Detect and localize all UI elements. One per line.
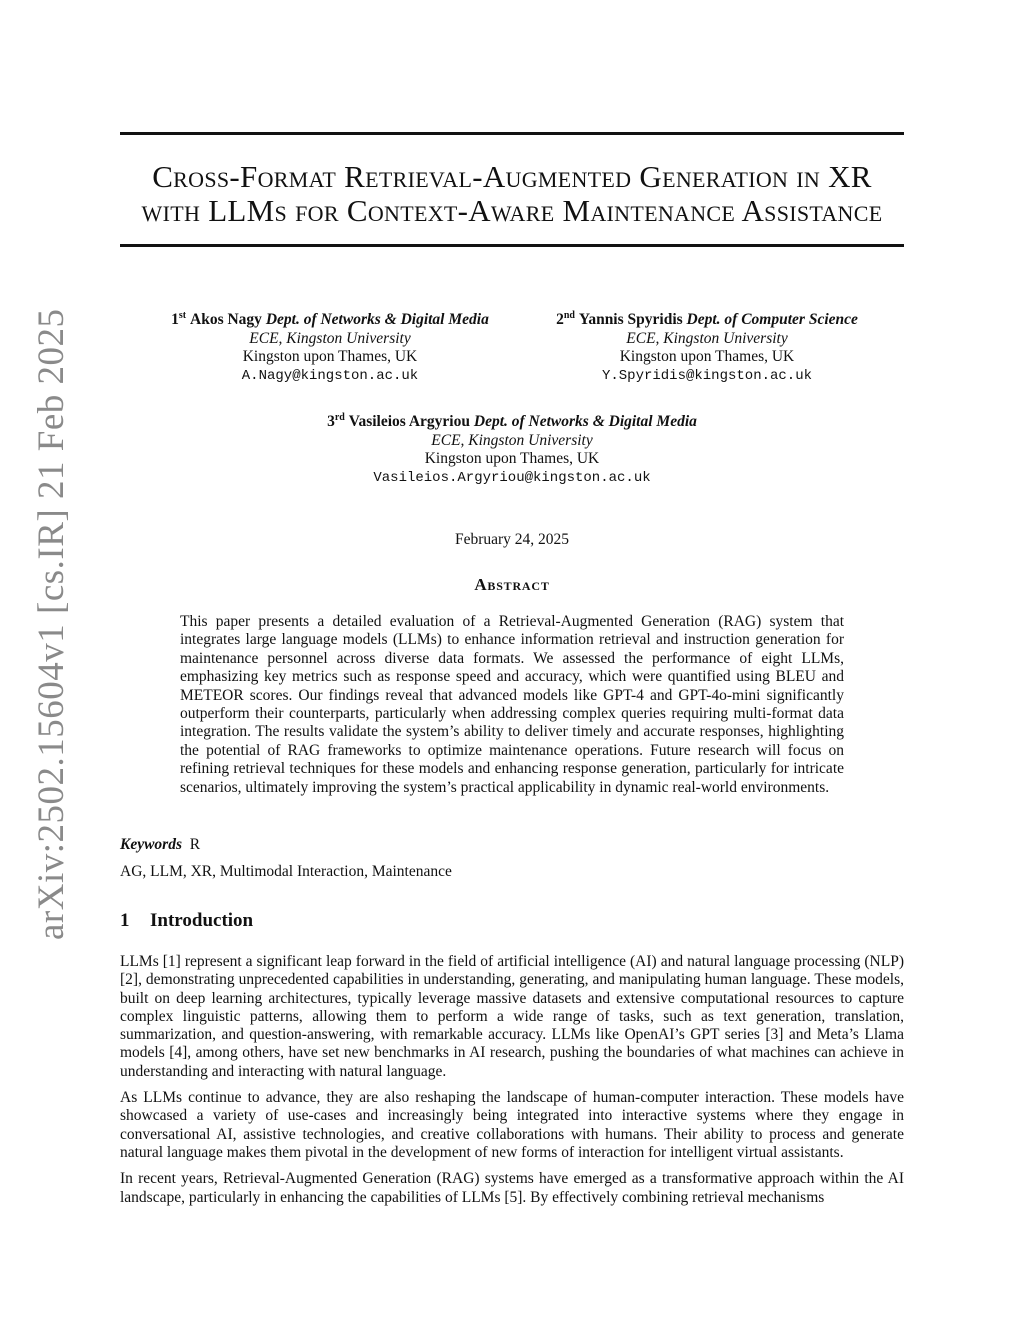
author-1-email[interactable]: A.Nagy@kingston.ac.uk bbox=[241, 367, 419, 384]
author-3-block bbox=[300, 409, 724, 487]
author-2-affiliation: ECE, Kingston University bbox=[626, 329, 788, 347]
arxiv-identifier-stamp: arXiv:2502.15604v1 [cs.IR] 21 Feb 2025 bbox=[31, 308, 72, 940]
publication-date: February 24, 2025 bbox=[454, 531, 570, 548]
author-2-block bbox=[530, 307, 884, 385]
abstract-heading: Abstract bbox=[474, 575, 550, 594]
abstract-text: This paper presents a detailed evaluation of a Retrieval-Augmented Generation (RAG) system that integrates large language models (LLMs) to enhance information retrieval and instruction generation for maintenance personnel across diverse data formats. We assessed the performance of eight LLMs, emphasizing key metrics such as response speed and accuracy, which were quantified using BLEU and METEOR scores. Our findings reveal that advanced models like GPT-4 and GPT-4o-mini significantly outperform their counterparts, particularly when addressing complex queries requiring multi-format data integration. The results validate the system’s ability to deliver timely and accurate responses, highlighting the potential of RAG frameworks to optimize maintenance operations. Future research will focus on refining retrieval techniques for these models and enhancing response generation, particularly for intricate scenarios, ultimately improving the system’s practical applicability in dynamic real-world environments. bbox=[180, 613, 844, 796]
author-1-ordinal: 1st bbox=[171, 310, 187, 329]
intro-paragraph-3: In recent years, Retrieval-Augmented Generation (RAG) systems have emerged as a transformative approach within the AI landscape, particularly in enhancing the capabilities of LLMs [5]. By effectively combining retrieval mechanisms bbox=[120, 1170, 904, 1206]
intro-paragraph-1: LLMs [1] represent a significant leap forward in the field of artificial intelligence (AI) and natural language processing (NLP) [2], demonstrating unprecedented capabilities in understanding, generating, and manipulating human language. These models, built on deep learning architectures, typically leverage massive datasets and extensive computational resources to capture complex linguistic patterns, allowing them to perform a wide range of tasks, such as text generation, translation, summarization, and question-answering, with remarkable accuracy. LLMs like OpenAI’s GPT series [3] and Meta’s Llama models [4], among others, have set new benchmarks in AI research, pushing the boundaries of what machines can achieve in understanding and interacting with natural language. bbox=[120, 953, 904, 1080]
author-3-email[interactable]: Vasileios.Argyriou@kingston.ac.uk bbox=[373, 469, 651, 486]
author-1-department: Dept. of Networks & Digital Media bbox=[265, 311, 489, 329]
author-1-affiliation: ECE, Kingston University bbox=[249, 329, 411, 347]
keywords-first-letter: R bbox=[189, 836, 201, 853]
author-1-block bbox=[150, 307, 510, 385]
author-3-name: Vasileios Argyriou bbox=[348, 413, 470, 431]
title-bottom-rule bbox=[120, 244, 904, 247]
author-1-location: Kingston upon Thames, UK bbox=[242, 348, 418, 366]
author-3-department: Dept. of Networks & Digital Media bbox=[473, 413, 697, 431]
author-2-name: Yannis Spyridis bbox=[578, 311, 683, 329]
author-2-ordinal: 2nd bbox=[556, 310, 575, 329]
paper-title-line-2: with LLMs for Context-Aware Maintenance Assistance bbox=[141, 193, 883, 228]
author-2-email[interactable]: Y.Spyridis@kingston.ac.uk bbox=[601, 367, 813, 384]
title-top-rule bbox=[120, 132, 904, 135]
author-3-affiliation: ECE, Kingston University bbox=[431, 431, 593, 449]
author-1-name: Akos Nagy bbox=[190, 311, 262, 329]
keywords-label: Keywords bbox=[120, 836, 182, 853]
author-3-ordinal: 3rd bbox=[327, 412, 345, 431]
author-3-location: Kingston upon Thames, UK bbox=[424, 450, 600, 468]
paper-title bbox=[120, 160, 904, 228]
section-number: 1 bbox=[120, 910, 130, 931]
author-2-location: Kingston upon Thames, UK bbox=[619, 348, 795, 366]
introduction-body bbox=[120, 953, 904, 1215]
intro-paragraph-2: As LLMs continue to advance, they are also reshaping the landscape of human-computer interaction. These models have showcased a variety of use-cases and increasingly being integrated into interactive systems where they engage in conversational AI, assistive technologies, and creative collaborations with humans. Their ability to process and generate natural language makes them pivotal in the development of new forms of interaction for intelligent virtual assistants. bbox=[120, 1089, 904, 1161]
keywords-label-line bbox=[120, 836, 200, 854]
paper-title-line-1: Cross-Format Retrieval-Augmented Generation in XR bbox=[152, 159, 872, 194]
section-heading-introduction bbox=[120, 910, 253, 932]
section-title: Introduction bbox=[150, 910, 254, 931]
author-2-department: Dept. of Computer Science bbox=[686, 311, 858, 329]
keywords-values: AG, LLM, XR, Multimodal Interaction, Maintenance bbox=[120, 863, 452, 880]
